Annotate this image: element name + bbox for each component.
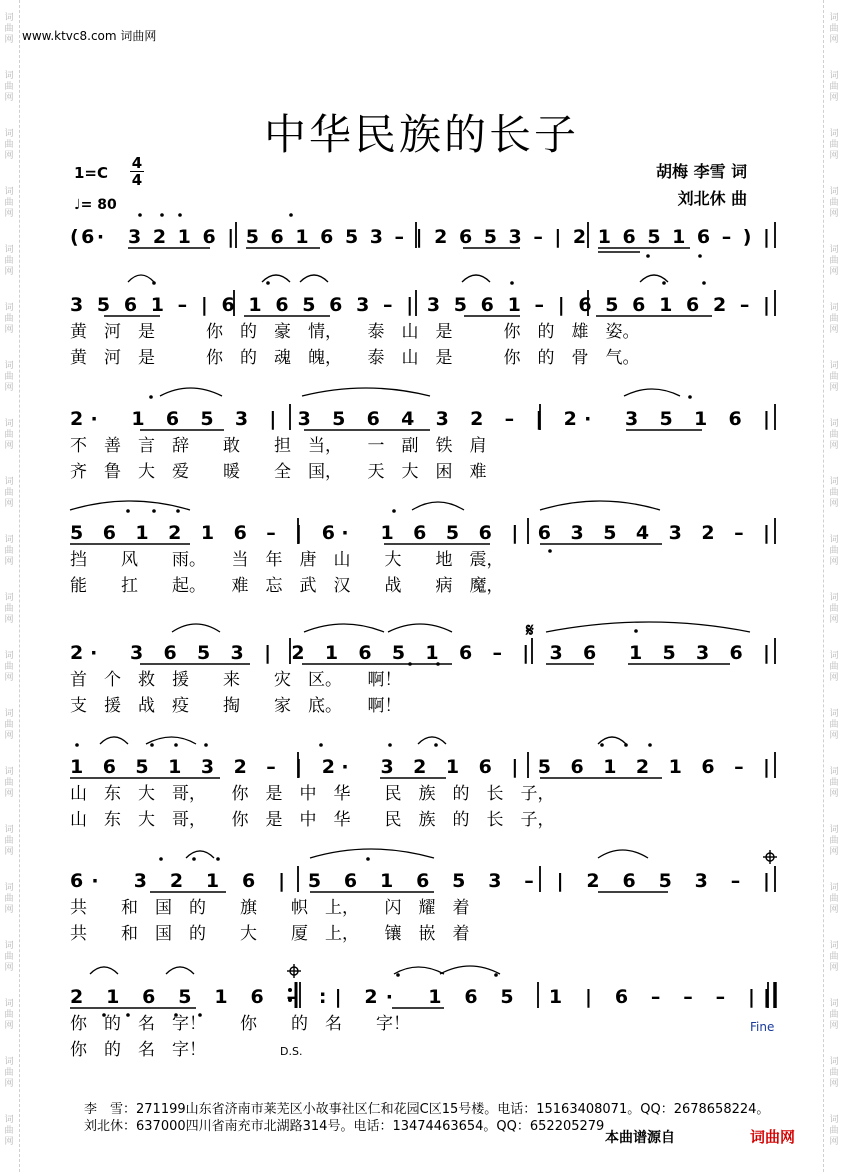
coda-icon-2 — [287, 964, 301, 978]
watermark-char: 网 — [4, 672, 14, 683]
lyric-line: 支 援 战 疫 掏 家 底。 啊！ — [70, 696, 402, 716]
notes-line: 3 5 6 1 – | 6 1 6 5 6 3 – | 3 5 6 1 – | 6 5 6 1 6 2 – | — [70, 294, 770, 316]
watermark-char: 曲 — [4, 197, 14, 208]
watermark-char: 曲 — [829, 487, 839, 498]
time-signature-bottom: 4 — [131, 171, 143, 189]
lyric-line: 山 东 大 哥， 你 是 中 华 民 族 的 长 子， — [70, 784, 555, 804]
watermark-char: 网 — [829, 1136, 839, 1147]
watermark-char: 网 — [829, 150, 839, 161]
watermark-char: 词 — [829, 940, 839, 951]
coda-icon — [763, 850, 777, 864]
watermark-char: 网 — [4, 1020, 14, 1031]
watermark-char: 网 — [4, 730, 14, 741]
watermark-char: 词 — [829, 650, 839, 661]
watermark-char: 词 — [4, 186, 14, 197]
lyric-line: 共 和 国 的 旗 帜 上， 闪 耀 着 — [70, 898, 470, 918]
watermark-char: 词 — [829, 592, 839, 603]
watermark-char: 词 — [829, 12, 839, 23]
lyric-line: 你 的 名 字！ — [70, 1040, 206, 1060]
watermark-char: 网 — [4, 266, 14, 277]
watermark-char: 网 — [4, 614, 14, 625]
watermark-char: 曲 — [829, 951, 839, 962]
watermark-char: 词 — [829, 302, 839, 313]
watermark-char: 词 — [829, 476, 839, 487]
watermark-char: 词 — [829, 244, 839, 255]
watermark-char: 网 — [4, 1078, 14, 1089]
watermark-char: 网 — [4, 904, 14, 915]
notes-line: (6· 3 2 1 6 | 5 6 1 6 5 3 – | 2 6 5 3 – | 2 1 6 5 1 6 – ) | — [70, 226, 771, 248]
watermark-char: 曲 — [829, 313, 839, 324]
watermark-char: 曲 — [829, 893, 839, 904]
watermark-char: 曲 — [829, 371, 839, 382]
watermark-char: 曲 — [829, 719, 839, 730]
source-label: 本曲谱源自 — [605, 1130, 675, 1146]
watermark-char: 曲 — [829, 429, 839, 440]
watermark-char: 曲 — [829, 23, 839, 34]
lyric-line: 共 和 国 的 大 厦 上， 镶 嵌 着 — [70, 924, 470, 944]
watermark-char: 词 — [829, 534, 839, 545]
watermark-char: 词 — [4, 708, 14, 719]
watermark-char: 曲 — [4, 661, 14, 672]
watermark-char: 词 — [829, 766, 839, 777]
watermark-char: 曲 — [4, 719, 14, 730]
watermark-char: 曲 — [829, 777, 839, 788]
watermark-char: 网 — [4, 150, 14, 161]
watermark-char: 网 — [4, 556, 14, 567]
watermark-char: 词 — [829, 1056, 839, 1067]
lyric-line: 首 个 救 援 来 灾 区。 啊！ — [70, 670, 402, 690]
watermark-char: 词 — [829, 998, 839, 1009]
watermark-char: 曲 — [829, 835, 839, 846]
watermark-char: 词 — [4, 766, 14, 777]
watermark-char: 词 — [4, 650, 14, 661]
watermark-char: 网 — [829, 382, 839, 393]
lyric-line: 黄 河 是 你 的 豪 情， 泰 山 是 你 的 雄 姿。 — [70, 322, 640, 342]
systems — [70, 226, 770, 1060]
watermark-char: 曲 — [829, 661, 839, 672]
watermark-char: 曲 — [4, 545, 14, 556]
notes-line: 5 6 1 2 1 6 – | 6· 1 6 5 6 | 6 3 5 4 3 2 – | — [70, 522, 771, 544]
watermark-char: 网 — [4, 382, 14, 393]
watermark-char: 网 — [4, 324, 14, 335]
watermark-char: 曲 — [4, 603, 14, 614]
watermark-char: 词 — [829, 418, 839, 429]
notes-line: 2· 3 6 5 3 | 2 1 6 5 1 6 – | 3 6 1 5 3 6 | — [70, 642, 770, 664]
watermark-char: 词 — [4, 302, 14, 313]
watermark-char: 词 — [829, 882, 839, 893]
watermark-char: 曲 — [4, 429, 14, 440]
watermark-char: 网 — [829, 672, 839, 683]
watermark-char: 网 — [4, 846, 14, 857]
watermark-char: 网 — [4, 1136, 14, 1147]
key-signature: 1=C — [74, 164, 109, 182]
watermark-char: 曲 — [829, 81, 839, 92]
watermark-char: 网 — [829, 846, 839, 857]
watermark-char: 网 — [829, 1020, 839, 1031]
watermark-char: 网 — [829, 962, 839, 973]
notes-line: 2· 1 6 5 3 | 3 5 6 4 3 2 – | 2· 3 5 1 6 | — [70, 408, 770, 430]
lyric-line: 能 扛 起。 难 忘 武 汉 战 病 魔， — [70, 576, 504, 596]
lyric-line: 黄 河 是 你 的 魂 魄， 泰 山 是 你 的 骨 气。 — [70, 348, 640, 368]
watermark-char: 词 — [4, 360, 14, 371]
watermark-char: 词 — [4, 592, 14, 603]
watermark-char: 网 — [829, 788, 839, 799]
watermark-char: 曲 — [829, 1067, 839, 1078]
watermark-char: 网 — [4, 208, 14, 219]
watermark-char: 词 — [829, 708, 839, 719]
watermark-char: 词 — [829, 360, 839, 371]
watermark-char: 词 — [4, 882, 14, 893]
watermark-char: 曲 — [4, 371, 14, 382]
watermark-char: 网 — [829, 208, 839, 219]
watermark-char: 网 — [829, 498, 839, 509]
notes-line: 6· 3 2 1 6 | 5 6 1 6 5 3 – | 2 6 5 3 – | — [70, 870, 770, 892]
watermark-char: 网 — [4, 92, 14, 103]
watermark-char: 曲 — [4, 23, 14, 34]
watermark-char: 曲 — [4, 893, 14, 904]
watermark-char: 网 — [829, 1078, 839, 1089]
watermark-char: 曲 — [829, 197, 839, 208]
lyric-line: 你 的 名 字！ 你 的 名 字！ — [70, 1014, 410, 1034]
watermark-char: 网 — [4, 498, 14, 509]
composer-credit: 刘北休 曲 — [677, 189, 748, 208]
lyric-line: 齐 鲁 大 爱 暖 全 国， 天 大 困 难 — [70, 462, 487, 482]
watermark-char: 词 — [4, 1114, 14, 1125]
watermark-char: 网 — [829, 730, 839, 741]
watermark-char: 词 — [4, 70, 14, 81]
notes-line: 2 1 6 5 1 6 – :| 2· 1 6 5 1 | 6 – – – || — [70, 986, 770, 1008]
watermark-char: 词 — [4, 476, 14, 487]
watermark-char: 曲 — [4, 951, 14, 962]
watermark-char: 曲 — [829, 255, 839, 266]
tempo-value: = 80 — [80, 197, 117, 213]
watermark-char: 词 — [829, 1114, 839, 1125]
watermark-char: 网 — [829, 324, 839, 335]
watermark-char: 词 — [4, 534, 14, 545]
watermark-char: 曲 — [4, 487, 14, 498]
quarter-note-icon: ♩ — [74, 197, 81, 213]
watermark-char: 网 — [829, 556, 839, 567]
watermark-char: 词 — [4, 244, 14, 255]
watermark-char: 曲 — [4, 81, 14, 92]
watermark-char: 曲 — [4, 139, 14, 150]
footer-line-liubeixiu: 刘北休：637000四川省南充市北湖路314号。电话：13474463654。QQ：652205279 — [84, 1119, 605, 1134]
watermark-char: 曲 — [4, 835, 14, 846]
watermark-char: 曲 — [829, 545, 839, 556]
watermark-char: 曲 — [829, 603, 839, 614]
watermark-char: 曲 — [829, 1009, 839, 1020]
watermark-char: 词 — [4, 1056, 14, 1067]
watermark-char: 词 — [829, 70, 839, 81]
watermark-char: 词 — [4, 12, 14, 23]
notes-line: 1 6 5 1 3 2 – | 2· 3 2 1 6 | 5 6 1 2 1 6 – | — [70, 756, 771, 778]
lyric-line: 不 善 言 辞 敢 担 当， 一 副 铁 肩 — [70, 436, 487, 456]
watermark-char: 网 — [829, 614, 839, 625]
watermark-char: 词 — [4, 824, 14, 835]
watermark-char: 网 — [829, 904, 839, 915]
watermark-char: 网 — [4, 34, 14, 45]
segno-icon: 𝄋 — [526, 620, 534, 641]
footer-line-lixue: 李 雪：271199山东省济南市莱芜区小故事社区仁和花园C区15号楼。电话：15163408071。QQ：2678658224。 — [84, 1102, 770, 1117]
watermark-char: 曲 — [4, 1125, 14, 1136]
watermark-char: 词 — [4, 940, 14, 951]
song-title: 中华民族的长子 — [263, 110, 579, 159]
watermark-char: 曲 — [4, 777, 14, 788]
fine-mark: Fine — [750, 1020, 775, 1034]
watermark-char: 网 — [829, 92, 839, 103]
watermark-char: 词 — [4, 128, 14, 139]
watermark-char: 曲 — [829, 1125, 839, 1136]
watermark-char: 词 — [4, 998, 14, 1009]
watermark-char: 网 — [829, 34, 839, 45]
watermark-char: 曲 — [4, 1067, 14, 1078]
watermark-char: 词 — [4, 418, 14, 429]
lyric-line: 山 东 大 哥， 你 是 中 华 民 族 的 长 子， — [70, 810, 555, 830]
lyric-line: 挡 风 雨。 当 年 唐 山 大 地 震， — [70, 550, 504, 570]
watermark-char: 曲 — [4, 1009, 14, 1020]
site-label[interactable]: www.ktvc8.com 词曲网 — [22, 29, 157, 43]
time-signature-top: 4 — [131, 154, 143, 172]
watermark-char: 网 — [4, 440, 14, 451]
watermark-char: 曲 — [829, 139, 839, 150]
watermark-char: 曲 — [4, 255, 14, 266]
watermark-char: 网 — [829, 440, 839, 451]
watermark-char: 曲 — [4, 313, 14, 324]
lyricist-credit: 胡梅 李雪 词 — [656, 162, 748, 181]
watermark-char: 网 — [4, 788, 14, 799]
watermark-char: 词 — [829, 824, 839, 835]
watermark-char: 词 — [829, 186, 839, 197]
watermark-char: 网 — [829, 266, 839, 277]
watermark-char: 网 — [4, 962, 14, 973]
ds-mark: D.S. — [280, 1045, 303, 1058]
brand-link[interactable]: 词曲网 — [750, 1128, 796, 1146]
watermark-char: 词 — [829, 128, 839, 139]
